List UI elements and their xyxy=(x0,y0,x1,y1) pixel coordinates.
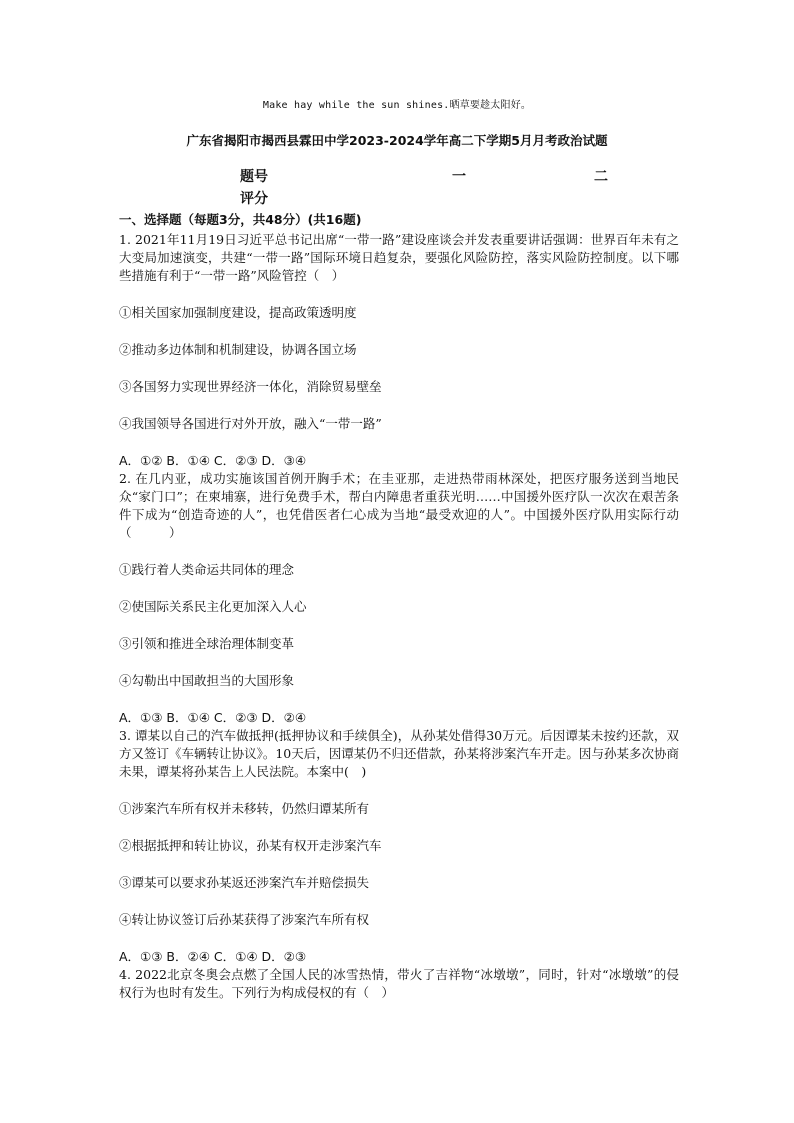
option-item: ②使国际关系民主化更加深入人心 xyxy=(119,599,307,614)
header-motto: Make hay while the sun shines.晒草要趁太阳好。 xyxy=(262,100,532,111)
question-2 xyxy=(119,470,679,727)
score-row-grade xyxy=(240,188,640,210)
option-item: ④勾勒出中国敢担当的大国形象 xyxy=(119,673,295,688)
question-stem: 4. 2022北京冬奥会点燃了全国人民的冰雪热情，带火了吉祥物“冰墩墩”，同时，针对“冰墩墩”的侵权行为也时有发生。下列行为构成侵权的有（ ） xyxy=(119,967,679,1000)
option-item: ①践行着人类命运共同体的理念 xyxy=(119,562,295,577)
question-stem: 2. 在几内亚，成功实施该国首例开胸手术；在圭亚那，走进热带雨林深处，把医疗服务送到当地民众“家门口”；在柬埔寨，进行免费手术，帮白内障患者重获光明……中国援外医疗队一次次在艰苦条件下成为“创造奇迹的人”，也凭借医者仁心成为当地“最受欢迎的人”。中国援外医疗队用实际行动（ ） xyxy=(119,471,679,540)
answer-choices: A．①③ B．②④ C．①④ D．②③ xyxy=(119,949,307,964)
score-label-number: 题号 xyxy=(240,169,268,185)
option-item: ③引领和推进全球治理体制变革 xyxy=(119,636,295,651)
score-col-one: 一 xyxy=(452,169,466,185)
option-item: ③各国努力实现世界经济一体化，消除贸易壁垒 xyxy=(119,379,382,394)
answer-choices: A．①③ B．①④ C．②③ D．②④ xyxy=(119,710,307,725)
option-item: ②推动多边体制和机制建设，协调各国立场 xyxy=(119,342,357,357)
question-3 xyxy=(119,727,679,966)
document-title: 广东省揭阳市揭西县霖田中学2023-2024学年高二下学期5月月考政治试题 xyxy=(186,133,608,148)
score-row-number xyxy=(240,166,640,188)
score-col-two: 二 xyxy=(594,169,608,185)
answer-choices: A．①② B．①④ C．②③ D．③④ xyxy=(119,453,307,468)
question-1 xyxy=(119,231,679,470)
option-item: ③谭某可以要求孙某返还涉案汽车并赔偿损失 xyxy=(119,875,370,890)
section-heading: 一、选择题（每题3分，共48分）(共16题) xyxy=(119,212,362,227)
question-content xyxy=(119,211,679,1002)
question-stem: 1. 2021年11月19日习近平总书记出席“一带一路”建设座谈会并发表重要讲话强调：世界百年未有之大变局加速演变，共建“一带一路”国际环境日趋复杂，要强化风险防控，落实风险防控制度。以下哪些措施有利于“一带一路”风险管控（ ） xyxy=(119,232,679,283)
option-item: ④转让协议签订后孙某获得了涉案汽车所有权 xyxy=(119,912,370,927)
option-item: ①相关国家加强制度建设，提高政策透明度 xyxy=(119,305,357,320)
option-item: ④我国领导各国进行对外开放，融入“一带一路” xyxy=(119,416,382,431)
question-4 xyxy=(119,966,679,1002)
score-table xyxy=(240,166,640,210)
option-item: ①涉案汽车所有权并未移转，仍然归谭某所有 xyxy=(119,801,370,816)
option-item: ②根据抵押和转让协议，孙某有权开走涉案汽车 xyxy=(119,838,382,853)
score-label-grade: 评分 xyxy=(240,191,268,207)
question-stem: 3. 谭某以自己的汽车做抵押(抵押协议和手续俱全)，从孙某处借得30万元。后因谭某未按约还款，双方又签订《车辆转让协议》。10天后，因谭某仍不归还借款，孙某将涉案汽车开走。因与孙某多次协商未果，谭某将孙某告上人民法院。本案中( ) xyxy=(119,728,679,779)
